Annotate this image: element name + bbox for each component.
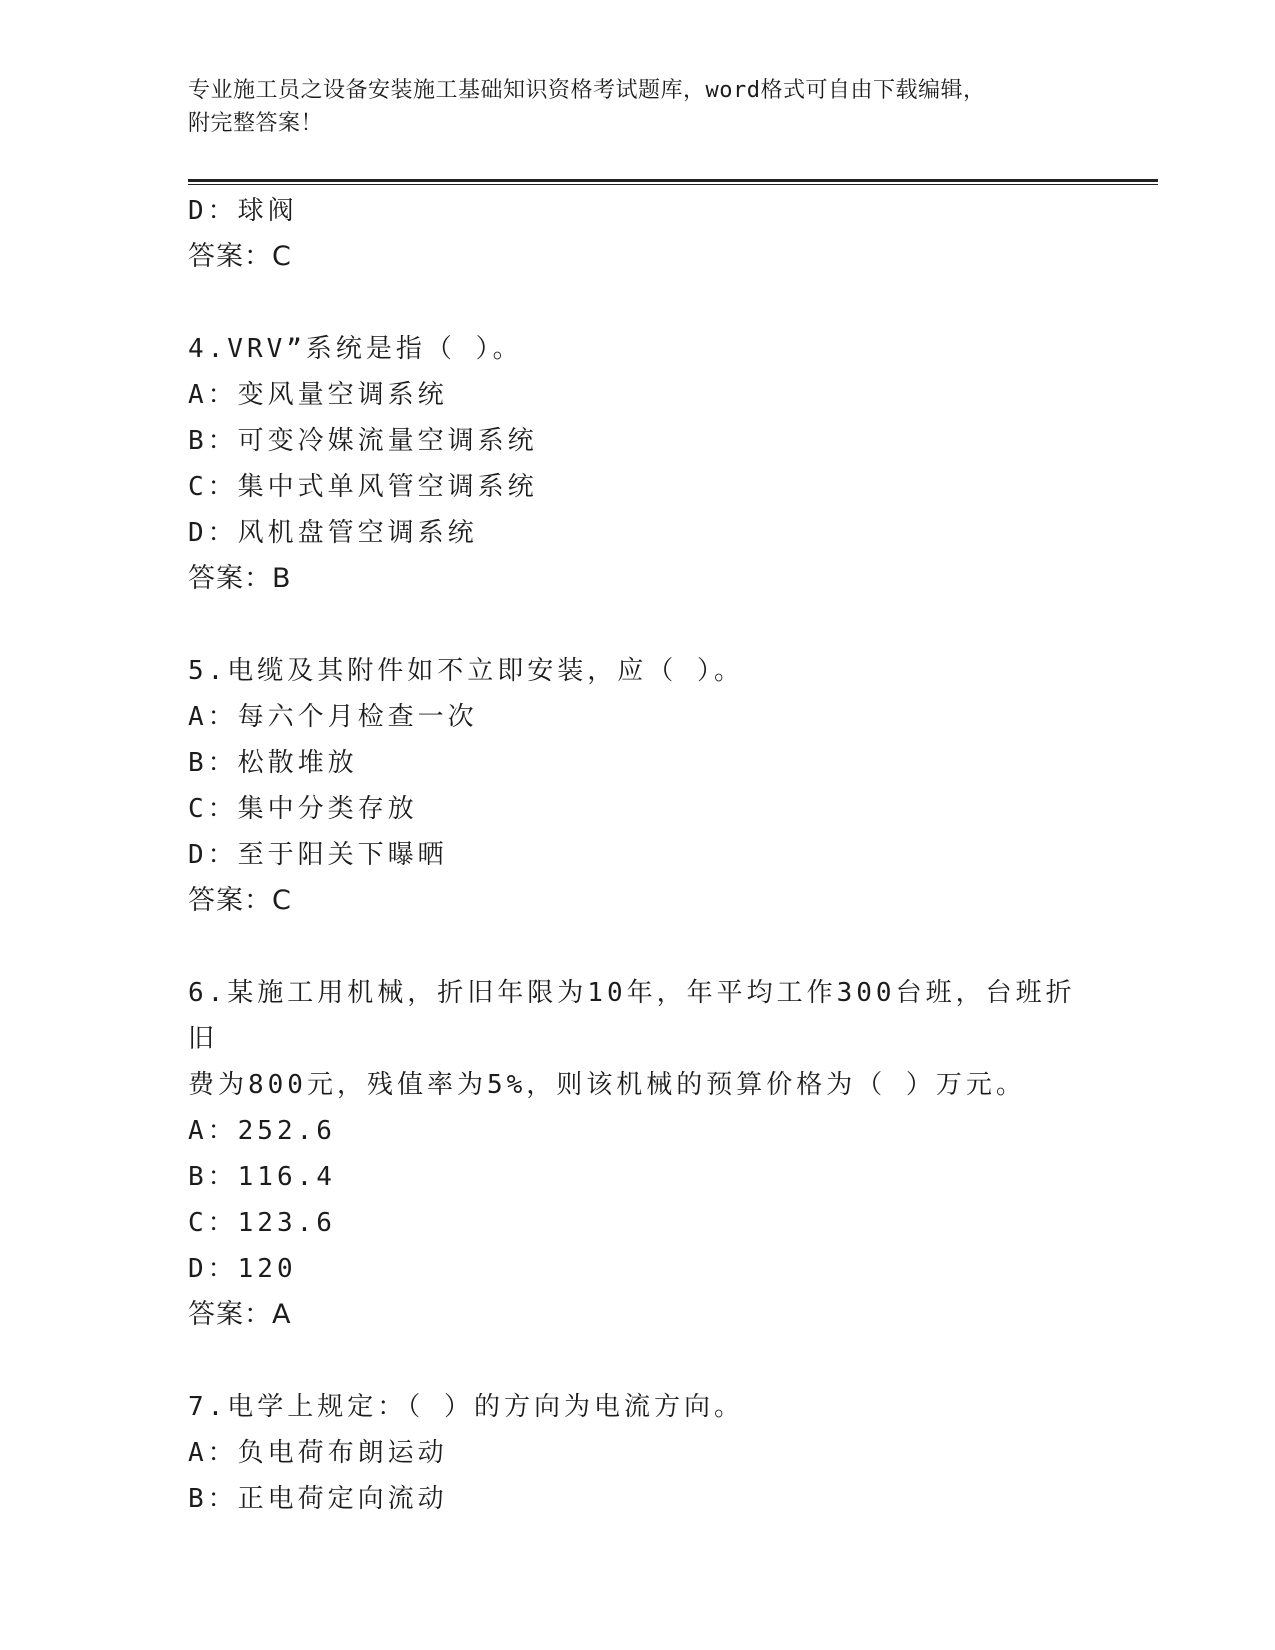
option-a: A：252.6 bbox=[188, 1116, 336, 1146]
option-c: C：集中分类存放 bbox=[188, 794, 418, 824]
option-d: D：至于阳关下曝晒 bbox=[188, 840, 448, 870]
spacer bbox=[188, 280, 1088, 326]
header-divider-thick bbox=[188, 179, 1158, 182]
question-stem-line-1: 6.某施工用机械，折旧年限为10年，年平均工作300台班，台班折旧 bbox=[188, 978, 1076, 1054]
option-b: B：松散堆放 bbox=[188, 748, 358, 778]
answer-line: 答案：A bbox=[188, 1299, 292, 1330]
spacer bbox=[188, 602, 1088, 648]
answer-line: 答案：C bbox=[188, 885, 292, 916]
option-d: D：球阀 bbox=[188, 196, 298, 226]
spacer bbox=[188, 924, 1088, 970]
question-stem-line-2: 费为800元，残值率为5%，则该机械的预算价格为（ ）万元。 bbox=[188, 1070, 1026, 1100]
question-7 bbox=[188, 1384, 1088, 1522]
option-b: B：可变冷媒流量空调系统 bbox=[188, 426, 538, 456]
option-a: A：负电荷布朗运动 bbox=[188, 1438, 448, 1468]
header-line-1: 专业施工员之设备安装施工基础知识资格考试题库，word格式可自由下载编辑， bbox=[188, 78, 986, 103]
option-a: A：变风量空调系统 bbox=[188, 380, 448, 410]
option-b: B：正电荷定向流动 bbox=[188, 1484, 448, 1514]
option-d: D：120 bbox=[188, 1254, 297, 1284]
header-divider-thin bbox=[188, 184, 1158, 185]
question-6 bbox=[188, 970, 1088, 1338]
option-c: C：集中式单风管空调系统 bbox=[188, 472, 538, 502]
spacer bbox=[188, 1338, 1088, 1384]
question-list bbox=[188, 188, 1088, 1522]
page-header bbox=[188, 74, 1088, 140]
answer-line: 答案：C bbox=[188, 241, 292, 272]
question-stem: 7.电学上规定：（ ）的方向为电流方向。 bbox=[188, 1392, 744, 1422]
option-c: C：123.6 bbox=[188, 1208, 336, 1238]
answer-line: 答案：B bbox=[188, 563, 292, 594]
question-4 bbox=[188, 326, 1088, 602]
option-a: A：每六个月检查一次 bbox=[188, 702, 478, 732]
option-d: D：风机盘管空调系统 bbox=[188, 518, 478, 548]
header-line-2: 附完整答案！ bbox=[188, 111, 324, 136]
option-b: B：116.4 bbox=[188, 1162, 336, 1192]
question-stem: 5.电缆及其附件如不立即安装，应（ ）。 bbox=[188, 656, 744, 686]
question-stem: 4.VRV”系统是指（ ）。 bbox=[188, 334, 523, 364]
question-5 bbox=[188, 648, 1088, 924]
